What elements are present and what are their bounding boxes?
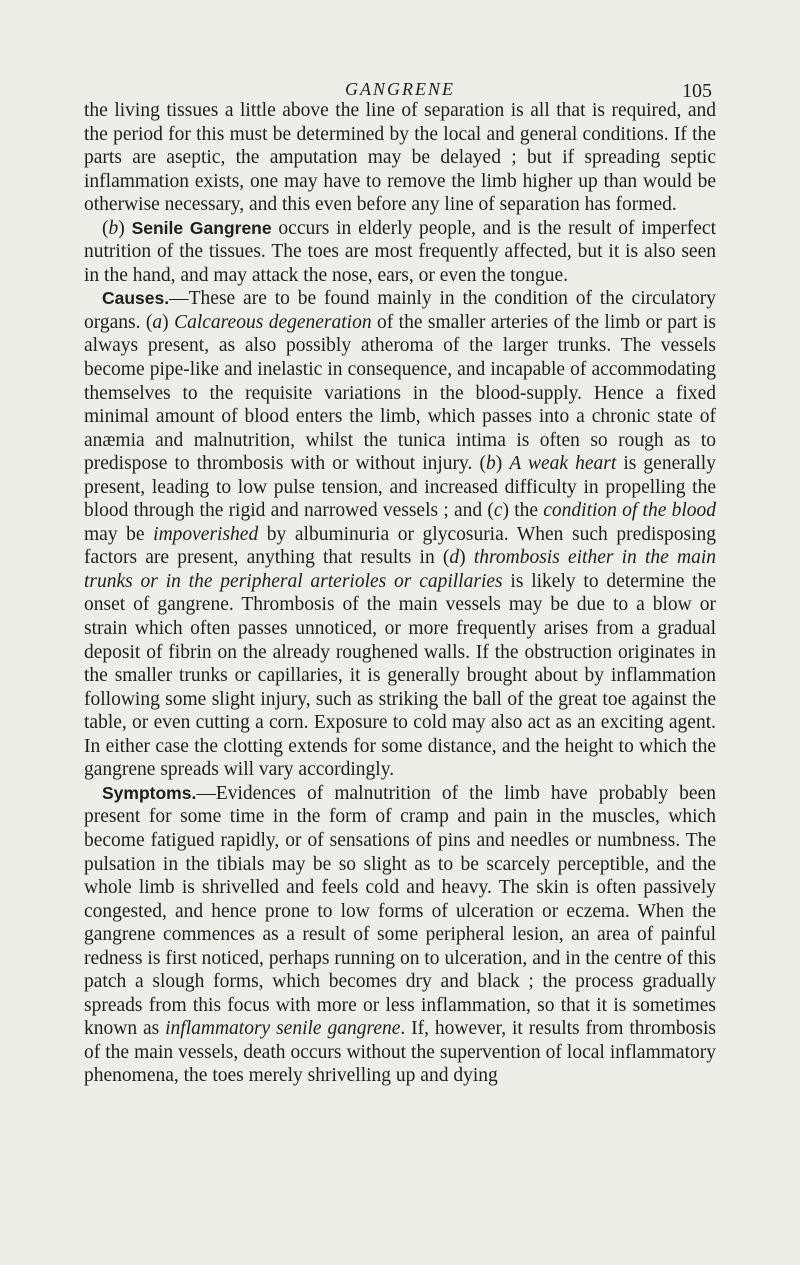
text-segment: ) [118, 217, 132, 239]
text-segment: of the smaller arteries of the limb or part is always present, as also possibly atheroma of the larger trunks. The vessels become pipe-like and inelastic in consequence, and incapable of accommodating themselves to the requisite variations in the blood-supply. Hence a fixed minimal amount of blood enters the limb, which passes into a chronic state of anæmia and malnutrition, whilst the tunica intima is often so rough as to predispose to thrombosis with or without injury. ( [84, 311, 716, 475]
paragraph-causes [84, 287, 716, 781]
section-heading-causes: Causes. [102, 288, 170, 309]
text-segment: is likely to determine the onset of gangrene. Thrombosis of the main vessels may be due to a blow or strain which often passes unnoticed, or more frequently arises from a gradual deposit of fibrin on the already roughened walls. If the obstruction originates in the smaller trunks or capillaries, it is generally brought about by inflammation following some slight injury, such as striking the ball of the great toe against the table, or even cutting a corn. Exposure to cold may also act as an exciting agent. In either case the clotting extends for some distance, and the height to which the gangrene spreads will vary accordingly. [84, 570, 716, 781]
emphasis-text: condition of the blood [543, 500, 716, 522]
paragraph-symptoms [84, 782, 716, 1088]
emphasis-text: inflammatory senile gangrene [165, 1018, 401, 1040]
paragraph-senile-gangrene [84, 217, 716, 288]
text-segment: may be [84, 523, 154, 545]
text-segment: —Evidences of malnutrition of the limb have probably been present for some time in the form of cramp and pain in the muscles, which become fatigued rapidly, or of sensations of pins and needles or numbness. The pulsation in the tibials may be so slight as to be scarcely perceptible, and the whole limb is shrivelled and feels cold and heavy. The skin is often passively congested, and hence prone to low forms of ulceration or eczema. When the gangrene commences as a result of some peripheral lesion, an area of painful redness is first noticed, perhaps running on to ulceration, and in the centre of this patch a slough forms, which becomes dry and black ; the process gradually spreads from this focus with more or less inflammation, so that it is sometimes known as [84, 782, 716, 1040]
text-segment: ( [102, 217, 109, 239]
emphasis-text: thrombosis either in the main trunks or in the peripheral arterioles or capillaries [84, 547, 716, 592]
emphasis-text: Calcareous degeneration [174, 311, 372, 333]
running-head-title: GANGRENE [345, 79, 455, 99]
paragraph-continuation [84, 99, 716, 217]
text-segment: —These are to be found mainly in the condition of the circulatory organs. ( [84, 288, 716, 333]
emphasis-text: impoverished [153, 523, 259, 545]
body-text [84, 99, 716, 1088]
section-heading-symptoms: Symptoms. [102, 782, 197, 803]
section-heading-senile-gangrene: Senile Gangrene [131, 217, 272, 238]
text-segment: . If, however, it results from thrombosis of the main vessels, death occurs without the supervention of local inflammatory phenomena, the toes merely shrivelling up and dying [84, 1018, 716, 1087]
emphasis-text: A weak heart [509, 453, 617, 475]
text-segment: the living tissues a little above the line of separation is all that is required, and the period for this must be determined by the local and general conditions. If the parts are aseptic, the amputation may be delayed ; but if spreading septic inflammation exists, one may have to remove the limb higher up than would be otherwise necessary, and this even before any line of separation has formed. [84, 100, 716, 216]
list-marker: b [485, 453, 496, 475]
text-segment: ) [495, 453, 510, 475]
list-marker: c [493, 500, 503, 522]
list-marker: d [449, 547, 460, 569]
text-segment: occurs in elderly people, and is the result of imperfect nutrition of the tissues. The toes are most frequently affected, but it is also seen in the hand, and may attack the nose, ears, or even the tongue. [84, 217, 717, 286]
list-marker: a [152, 311, 163, 333]
text-segment: ) the [502, 500, 544, 522]
text-segment: ) [162, 311, 175, 333]
list-marker: b [108, 217, 119, 239]
page-number: 105 [682, 80, 712, 102]
text-segment: is generally present, leading to low pulse tension, and increased difficulty in propelling the blood through the rigid and narrowed vessels ; and ( [84, 453, 716, 522]
text-segment: ) [459, 547, 474, 569]
text-segment: by albuminuria or glycosuria. When such predisposing factors are present, anything that results in ( [84, 523, 716, 569]
